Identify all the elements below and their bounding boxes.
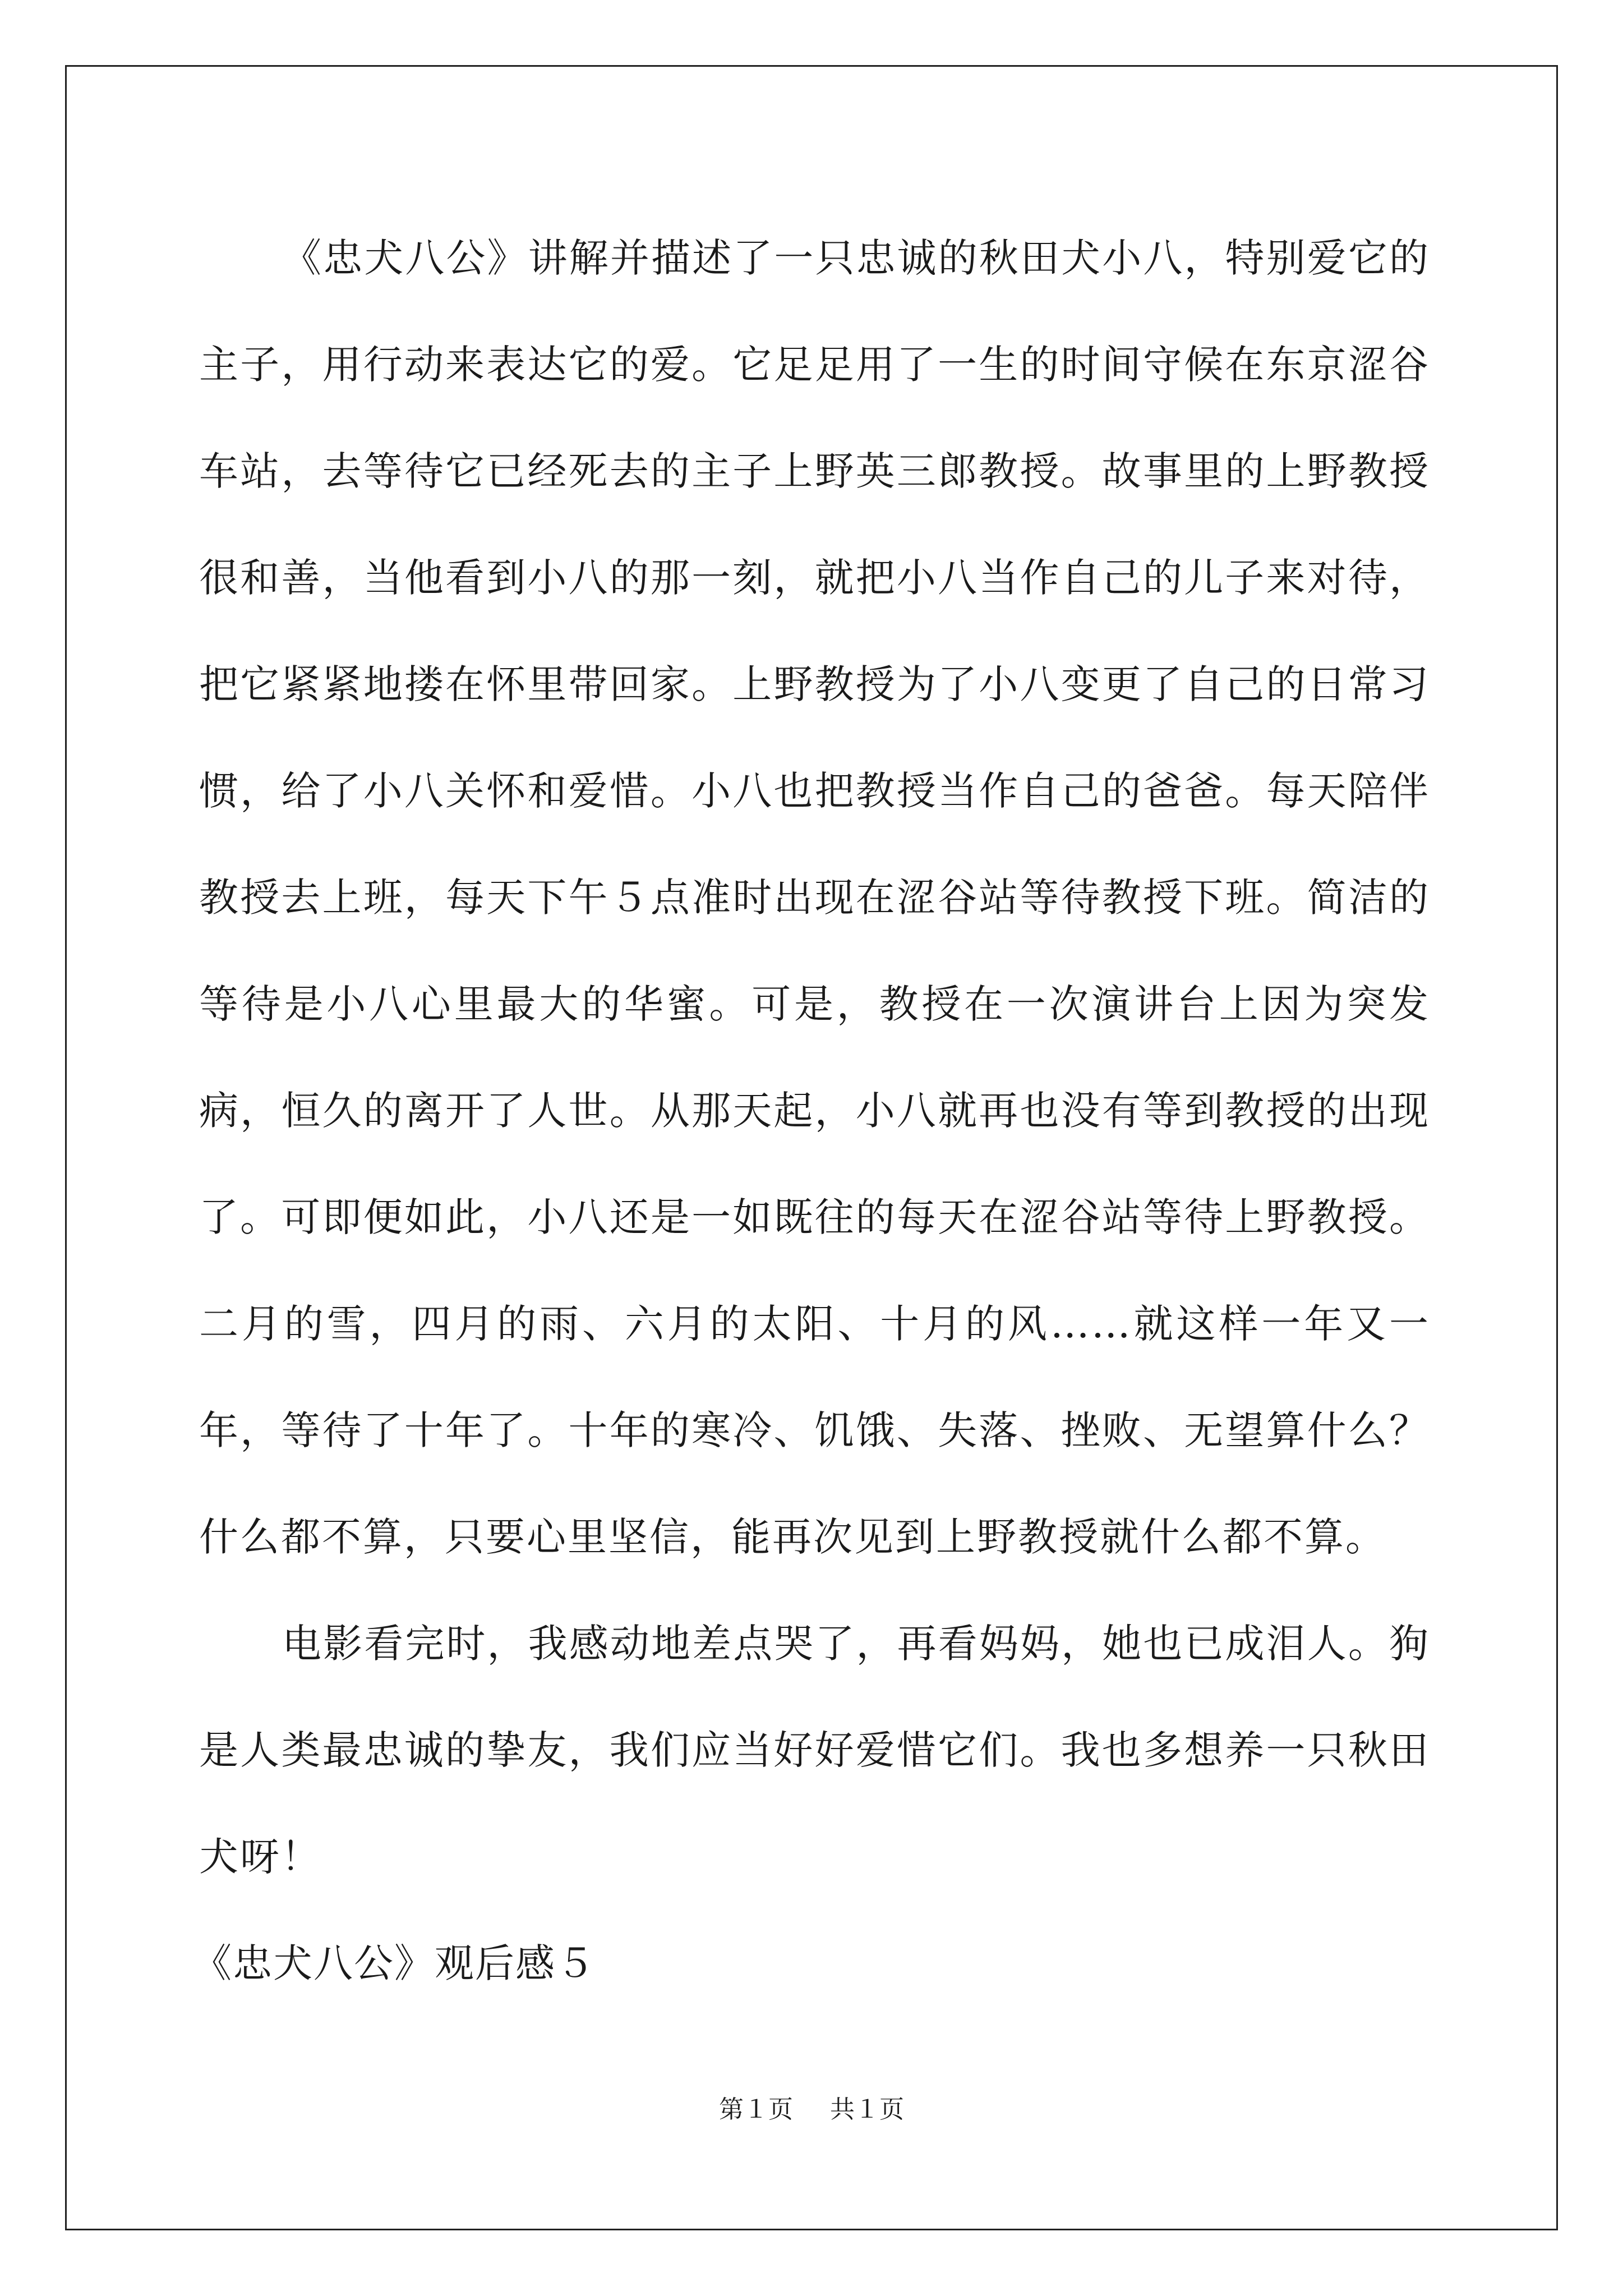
page-footer (0, 2093, 1623, 2127)
paragraph-1: 《忠犬八公》讲解并描述了一只忠诚的秋田犬小八，特别爱它的主子，用行动来表达它的爱。它足足用了一生的时间守候在东京涩谷车站，去等待它已经死去的主子上野英三郎教授。故事里的上野教授很和善，当他看到小八的那一刻，就把小八当作自己的儿子来对待，把它紧紧地搂在怀里带回家。上野教授为了小八变更了自己的日常习惯，给了小八关怀和爱惜。小八也把教授当作自己的爸爸。每天陪伴教授去上班，每天下午５点准时出现在涩谷站等待教授下班。简洁的等待是小八心里最大的华蜜。可是，教授在一次演讲台上因为突发病，恒久的离开了人世。从那天起，小八就再也没有等到教授的出现了。可即便如此，小八还是一如既往的每天在涩谷站等待上野教授。二月的雪，四月的雨、六月的太阳、十月的风……就这样一年又一年，等待了十年了。十年的寒冷、饥饿、失落、挫败、无望算什么？什么都不算，只要心里坚信，能再次见到上野教授就什么都不算。 (199, 235, 1430, 1560)
section-heading: 《忠犬八公》观后感５ (192, 1940, 596, 1986)
page-number: 第１页 (719, 2095, 793, 2124)
document-body (192, 205, 1430, 2017)
paragraph-2: 电影看完时，我感动地差点哭了，再看妈妈，她也已成泪人。狗是人类最忠诚的挚友，我们应当好好爱惜它们。我也多想养一只秋田犬呀！ (199, 1621, 1430, 1880)
page-total: 共１页 (830, 2095, 904, 2124)
